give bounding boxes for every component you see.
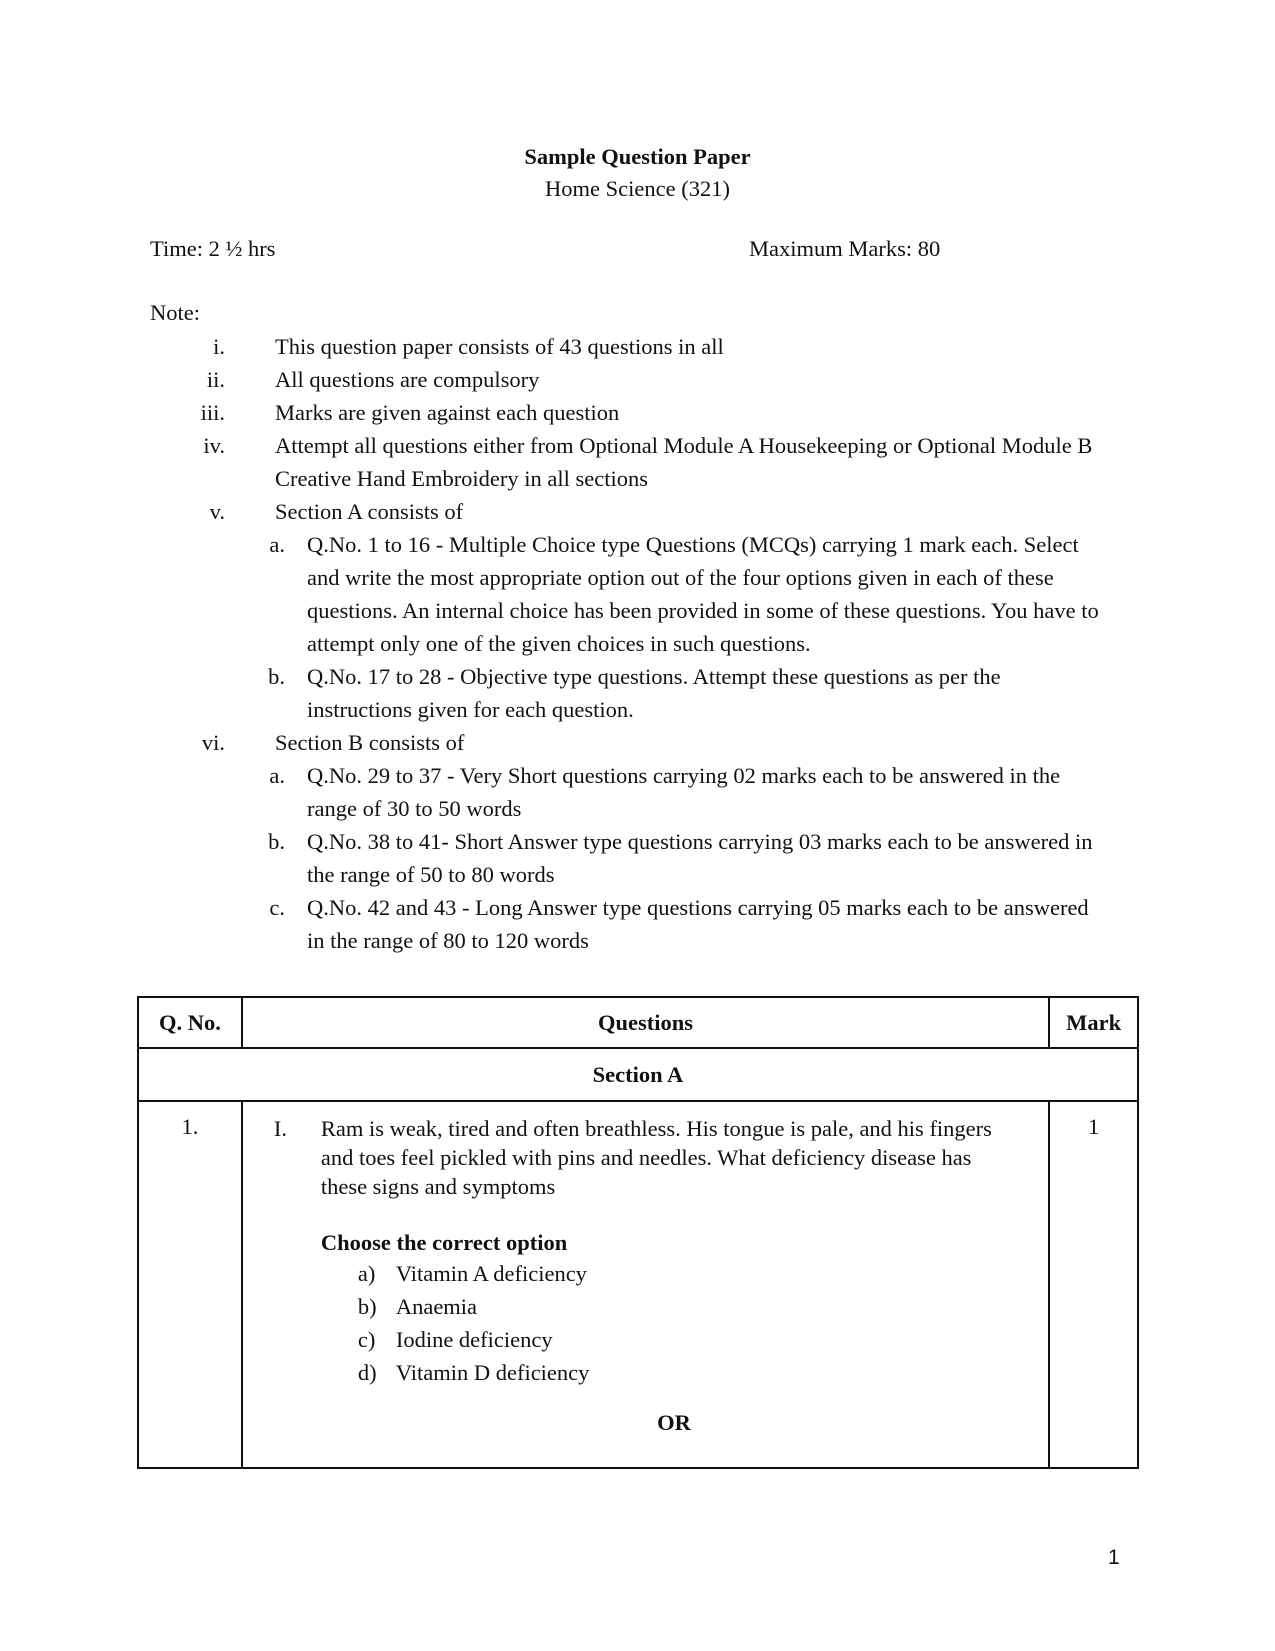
- instruction-item: [150, 429, 1110, 495]
- table-header-row: [138, 997, 1138, 1048]
- instruction-number: iii.: [200, 400, 225, 425]
- option-label: a): [357, 1261, 376, 1286]
- instruction-item: [150, 495, 1110, 528]
- instruction-text: Section A consists of: [275, 499, 464, 524]
- time-allowed: Time: 2 ½ hrs: [150, 236, 276, 261]
- instruction-item: [150, 330, 1110, 363]
- question-number: 1.: [138, 1101, 242, 1468]
- instruction-item: [150, 363, 1110, 396]
- instruction-number: i.: [213, 334, 225, 359]
- section-b-item: [259, 825, 1110, 891]
- option-label: c): [357, 1327, 376, 1352]
- section-b-item: [259, 759, 1110, 825]
- mark-header: Mark: [1049, 997, 1138, 1048]
- qno-header: Q. No.: [138, 997, 242, 1048]
- instruction-text: Attempt all questions either from Optional Module A Housekeeping or Optional Module B Creative Hand Embroidery in all sections: [275, 433, 1093, 491]
- instruction-text: Section B consists of: [275, 730, 465, 755]
- instruction-item: [150, 396, 1110, 429]
- section-row: [138, 1048, 1138, 1101]
- sub-item-text: Q.No. 38 to 41- Short Answer type questions carrying 03 marks each to be answered in the range of 50 to 80 words: [307, 829, 1093, 887]
- option-label: b): [357, 1294, 377, 1319]
- choose-instruction: Choose the correct option: [320, 1230, 568, 1255]
- questions-header: Questions: [242, 997, 1049, 1048]
- question-text: Ram is weak, tired and often breathless. His tongue is pale, and his fingers and toes feel pickled with pins and needles. What deficiency disease has these signs and symptoms: [320, 1116, 992, 1199]
- instructions-list: [150, 330, 1110, 957]
- option-label: d): [357, 1360, 377, 1385]
- option-text: Anaemia: [395, 1294, 478, 1319]
- note-label: Note:: [150, 300, 200, 325]
- sub-item-letter: b.: [268, 664, 285, 689]
- instruction-item: [150, 726, 1110, 759]
- section-b-item: [259, 891, 1110, 957]
- option-item: [358, 1257, 1034, 1290]
- section-a-label: Section A: [138, 1048, 1138, 1101]
- sub-item-letter: a.: [269, 763, 285, 788]
- question-cell: [242, 1101, 1049, 1468]
- instruction-text: This question paper consists of 43 questions in all: [275, 334, 724, 359]
- instruction-number: vi.: [201, 730, 225, 755]
- sub-item-letter: b.: [268, 829, 285, 854]
- table-row: [138, 1101, 1138, 1468]
- question-mark: 1: [1049, 1101, 1138, 1468]
- section-a-item: [259, 660, 1110, 726]
- sub-item-letter: a.: [269, 532, 285, 557]
- option-text: Vitamin D deficiency: [395, 1360, 590, 1385]
- instruction-text: Marks are given against each question: [275, 400, 620, 425]
- page-number: 1: [1108, 1546, 1120, 1569]
- option-item: [358, 1356, 1034, 1389]
- sub-item-text: Q.No. 1 to 16 - Multiple Choice type Questions (MCQs) carrying 1 mark each. Select and write the most appropriate option out of the four options given in each of these questions. An internal choice has been provided in some of these questions. You have to attempt only one of the given choices in such questions.: [307, 532, 1099, 656]
- instruction-text: All questions are compulsory: [275, 367, 540, 392]
- instruction-number: v.: [209, 499, 225, 524]
- question-part: I.: [273, 1116, 287, 1141]
- sub-item-letter: c.: [269, 895, 285, 920]
- maximum-marks: Maximum Marks: 80: [749, 236, 941, 261]
- sub-item-text: Q.No. 29 to 37 - Very Short questions carrying 02 marks each to be answered in the range of 30 to 50 words: [307, 763, 1061, 821]
- instruction-number: iv.: [203, 433, 225, 458]
- question-table: [137, 996, 1139, 1469]
- option-item: [358, 1323, 1034, 1356]
- section-a-item: [259, 528, 1110, 660]
- or-divider: OR: [657, 1410, 691, 1435]
- sub-item-text: Q.No. 42 and 43 - Long Answer type questions carrying 05 marks each to be answered in the range of 80 to 120 words: [307, 895, 1089, 953]
- sub-item-text: Q.No. 17 to 28 - Objective type questions. Attempt these questions as per the instructions given for each question.: [307, 664, 1001, 722]
- paper-subject: Home Science (321): [545, 176, 730, 201]
- option-text: Vitamin A deficiency: [395, 1261, 587, 1286]
- option-text: Iodine deficiency: [395, 1327, 553, 1352]
- option-item: [358, 1290, 1034, 1323]
- paper-title: Sample Question Paper: [524, 144, 751, 169]
- instruction-number: ii.: [206, 367, 225, 392]
